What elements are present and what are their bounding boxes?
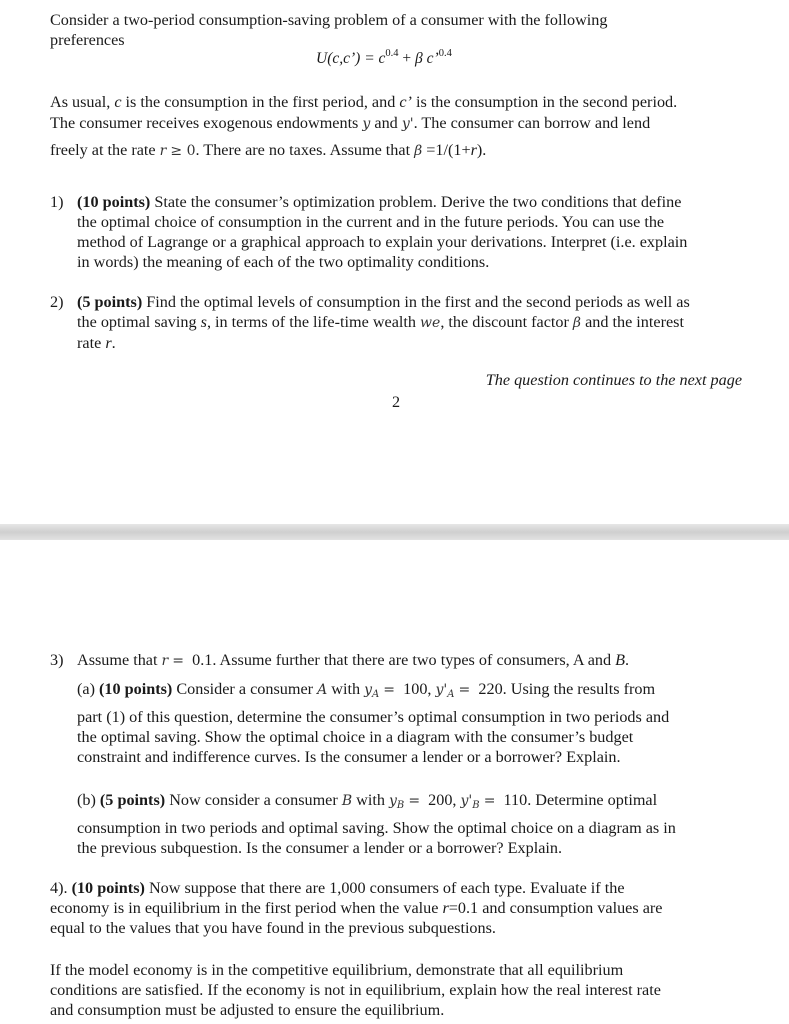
formula-exponent-1: 0.4 xyxy=(385,48,399,59)
math-subscript: A xyxy=(372,689,380,700)
question-3b-line-3: the previous subquestion. Is the consumer a lender or a borrower? Explain. xyxy=(77,839,563,857)
math-subscript: B xyxy=(472,800,480,811)
math-equals: = xyxy=(483,793,496,809)
page-separator xyxy=(0,524,789,540)
text-B: B xyxy=(615,651,626,669)
intro-line-1: Consider a two-period consumption-saving problem of a consumer with the following xyxy=(50,11,608,29)
text: Assume that xyxy=(77,651,158,669)
page-2 xyxy=(0,540,789,1024)
math-r: r xyxy=(442,899,449,917)
value-y-b: 200, xyxy=(428,791,457,809)
text: is the consumption in the first period, and xyxy=(125,93,396,111)
text: , the discount factor xyxy=(440,313,569,331)
text: with xyxy=(331,680,361,698)
text: economy is in equilibrium in the first period when the value xyxy=(50,899,439,917)
math-equals: = xyxy=(172,653,185,669)
math-r: r xyxy=(470,141,477,159)
math-c: c xyxy=(114,93,122,111)
question-3a-line-3: the optimal saving. Show the optimal choice in a diagram with the consumer’s budget xyxy=(77,728,634,746)
text: . Determine optimal xyxy=(527,791,658,809)
math-geq-zero: ≥ 0 xyxy=(170,143,196,159)
question-4-line-3: equal to the values that you have found in the previous subquestions. xyxy=(50,919,496,937)
text: with xyxy=(356,791,385,809)
question-1-line-4: in words) the meaning of each of the two optimality conditions. xyxy=(77,253,490,271)
math-equals: = xyxy=(408,793,421,809)
subquestion-label: (a) xyxy=(77,680,95,698)
text: Consider a consumer xyxy=(176,680,314,698)
math-beta: β xyxy=(572,315,582,331)
math-beta: β xyxy=(414,143,423,159)
math-we: we xyxy=(420,315,441,331)
math-y: y xyxy=(364,682,373,698)
text: freely at the rate xyxy=(50,141,156,159)
value-y-prime-a: 220 xyxy=(478,680,503,698)
math-r: r xyxy=(159,143,167,159)
text: . There are no taxes. Assume that xyxy=(195,141,411,159)
text: , in terms of the life-time wealth xyxy=(206,313,416,331)
question-1-line-3: method of Lagrange or a graphical approach to explain your derivations. Interpret (i.e. explain xyxy=(77,233,688,251)
text: is the consumption in the second period. xyxy=(415,93,678,111)
text: the optimal saving xyxy=(77,313,197,331)
intro-paragraph xyxy=(50,10,607,50)
question-1-line-2: the optimal choice of consumption in the current and in the future periods. You can use the xyxy=(77,213,665,231)
question-3b xyxy=(77,790,676,858)
text: The consumer receives exogenous endowments xyxy=(50,114,359,132)
text: State the consumer’s optimization problem. Derive the two conditions that define xyxy=(154,193,682,211)
formula-c-prime: c’ xyxy=(426,50,439,67)
formula-plus: + xyxy=(402,50,412,67)
question-4-number: 4). xyxy=(50,879,68,897)
math-equals: = xyxy=(383,682,396,698)
text: Now consider a consumer xyxy=(169,791,338,809)
math-equals: = xyxy=(458,682,471,698)
text: As usual, xyxy=(50,93,111,111)
formula-exponent-2: 0.4 xyxy=(438,48,452,59)
text: Now suppose that there are 1,000 consumers of each type. Evaluate if the xyxy=(148,879,625,897)
text: ). xyxy=(476,141,487,159)
text: . Assume further that there are two types of consumers, A and xyxy=(212,651,612,669)
final-line-2: conditions are satisfied. If the economy is not in equilibrium, explain how the real interest rate xyxy=(50,981,661,999)
text: . Using the results from xyxy=(502,680,656,698)
question-3b-points: (5 points) xyxy=(99,791,166,809)
text: and xyxy=(374,114,398,132)
math-y: y xyxy=(362,116,371,132)
math-c-prime: c’ xyxy=(399,93,412,111)
text: . The consumer can borrow and lend xyxy=(413,114,651,132)
question-2-points: (5 points) xyxy=(77,293,143,311)
question-4-points: (10 points) xyxy=(71,879,145,897)
final-line-1: If the model economy is in the competitive equilibrium, demonstrate that all equilibrium xyxy=(50,961,624,979)
question-3a xyxy=(77,679,669,767)
text: rate xyxy=(77,334,102,352)
subquestion-label: (b) xyxy=(77,791,96,809)
question-1-points: (10 points) xyxy=(77,193,151,211)
question-2 xyxy=(77,292,690,353)
math-y: y xyxy=(388,793,397,809)
question-1 xyxy=(77,192,687,272)
math-s: s xyxy=(200,313,207,331)
final-line-3: and consumption must be adjusted to ensure the equilibrium. xyxy=(50,1001,445,1019)
math-B: B xyxy=(341,793,353,809)
math-r: r xyxy=(161,653,169,669)
intro-line-2: preferences xyxy=(50,31,125,49)
question-3a-line-2: part (1) of this question, determine the consumer’s optimal consumption in two periods and xyxy=(77,708,670,726)
math-subscript: B xyxy=(396,800,405,811)
value-y-prime-b: 110 xyxy=(503,791,528,809)
math-A: A xyxy=(317,682,328,698)
text: Find the optimal levels of consumption in the first and the second periods as well as xyxy=(146,293,690,311)
utility-formula xyxy=(316,49,452,69)
question-4 xyxy=(50,878,662,938)
question-2-number: 2) xyxy=(50,293,64,311)
text: =0.1 and consumption values are xyxy=(448,899,663,917)
math-y-prime: y' xyxy=(435,682,448,698)
math-y-prime: y' xyxy=(460,793,473,809)
math-r: r xyxy=(105,334,112,352)
text: =1/(1+ xyxy=(426,141,471,159)
page-number: 2 xyxy=(392,393,401,411)
formula-beta: β xyxy=(415,50,423,67)
math-subscript: A xyxy=(447,689,455,700)
final-paragraph xyxy=(50,960,661,1020)
text: . xyxy=(111,334,116,352)
formula-lhs: U(c,c’) = xyxy=(316,50,375,67)
question-3b-line-2: consumption in two periods and optimal saving. Show the optimal choice on a diagram as in xyxy=(77,819,676,837)
question-1-number: 1) xyxy=(50,193,64,211)
question-3a-points: (10 points) xyxy=(99,680,173,698)
question-3-intro xyxy=(77,650,629,671)
question-3a-line-4: constraint and indifference curves. Is the consumer a lender or a borrower? Explain. xyxy=(77,748,621,766)
text: . xyxy=(625,651,630,669)
text: and the interest xyxy=(585,313,684,331)
formula-c: c xyxy=(378,50,386,67)
continues-note: The question continues to the next page xyxy=(485,371,742,389)
value-y-a: 100, xyxy=(403,680,432,698)
math-y-prime: y' xyxy=(401,116,414,132)
value-r: 0.1 xyxy=(192,651,213,669)
assumptions-paragraph xyxy=(50,92,677,161)
question-3-number: 3) xyxy=(50,651,64,669)
